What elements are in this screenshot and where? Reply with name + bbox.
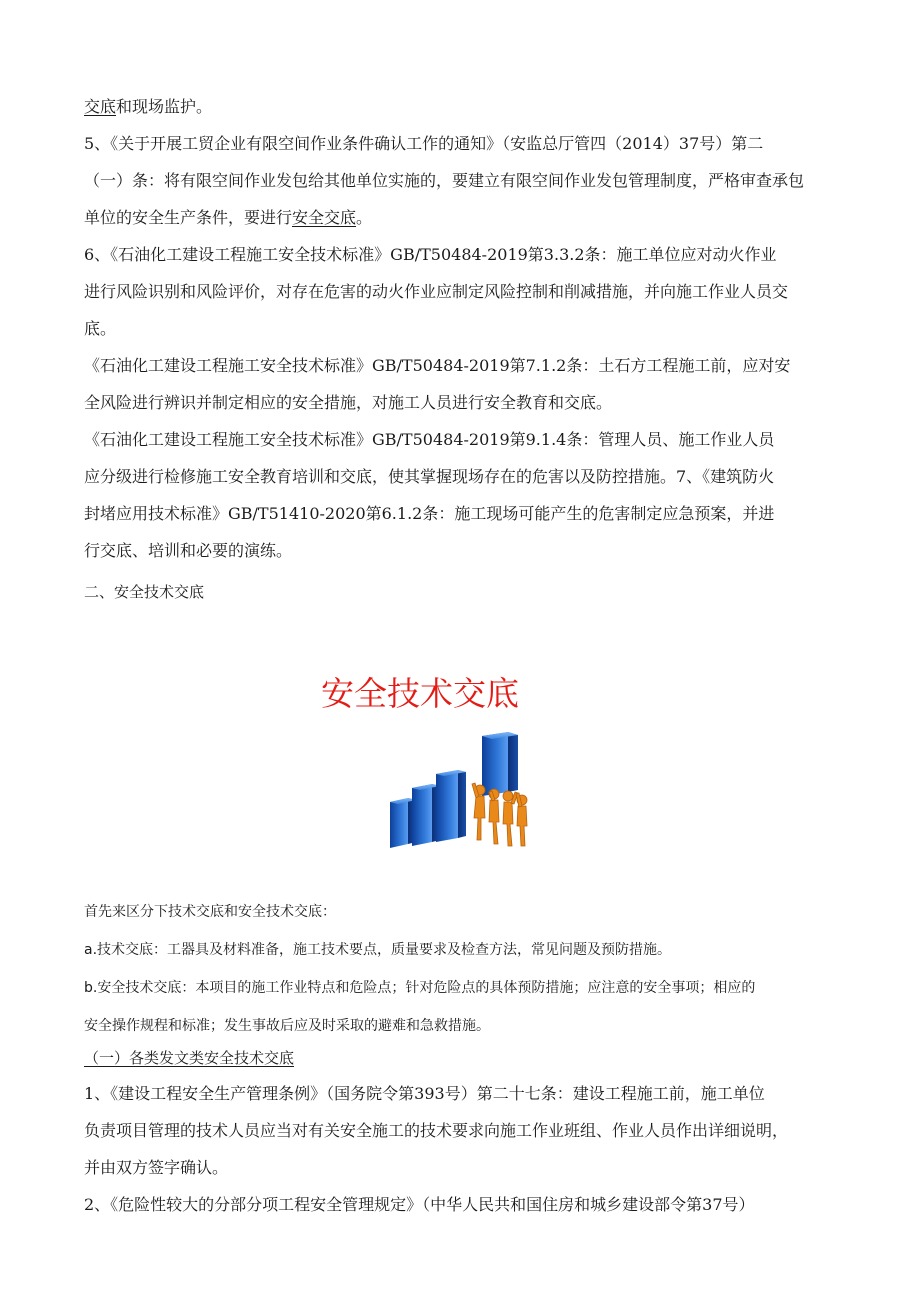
- figure-title: 安全技术交底: [321, 674, 519, 713]
- text-block-bottom: [84, 1075, 836, 1223]
- text-line: 《石油化工建设工程施工安全技术标准》GB/T50484-2019第7.1.2条：土石方工程施工前，应对安: [84, 356, 791, 375]
- text-line-start: 单位的安全生产条件，要进行: [84, 208, 293, 227]
- text-line-rest: 和现场监护。: [116, 97, 213, 116]
- text-line: 底。: [84, 319, 117, 338]
- item-a: a.技术交底：工器具及材料准备，施工技术要点，质量要求及检查方法，常见问题及预防措施。: [84, 942, 672, 958]
- text-block-middle: [84, 893, 836, 1045]
- item-b-line-1: b.安全技术交底：本项目的施工作业特点和危险点；针对危险点的具体预防措施；应注意的安全事项；相应的: [84, 980, 756, 996]
- text-line: 行交底、培训和必要的演练。: [84, 541, 293, 560]
- text-line: 应分级进行检修施工安全教育培训和交底，使其掌握现场存在的危害以及防控措施。7、《建筑防火: [84, 467, 775, 486]
- text-line: 全风险进行辨识并制定相应的安全措施，对施工人员进行安全教育和交底。: [84, 393, 613, 412]
- text-line: [84, 88, 836, 125]
- text-line: 1、《建设工程安全生产管理条例》（国务院令第393号）第二十七条：建设工程施工前，施工单位: [84, 1084, 765, 1103]
- text-line: 负责项目管理的技术人员应当对有关安全施工的技术要求向施工作业班组、作业人员作出详细说明，: [84, 1121, 789, 1140]
- sub-heading-wrap: [84, 1040, 836, 1077]
- underlined-term: 交底: [84, 97, 117, 116]
- figure: [300, 668, 540, 858]
- sub-heading-block: [84, 1040, 836, 1077]
- sub-heading: （一）各类发文类安全技术交底: [84, 1049, 295, 1067]
- text-block-top: [84, 88, 836, 569]
- text-line: 《石油化工建设工程施工安全技术标准》GB/T50484-2019第9.1.4条：管理人员、施工作业人员: [84, 430, 775, 449]
- text-line: （一）条：将有限空间作业发包给其他单位实施的，要建立有限空间作业发包管理制度，严格审查承包: [84, 171, 805, 190]
- paragraph: [84, 1075, 836, 1223]
- text-line: 进行风险识别和风险评价，对存在危害的动火作业应制定风险控制和削减措施，并向施工作业人员交: [84, 282, 789, 301]
- text-line: 并由双方签字确认。: [84, 1158, 229, 1177]
- text-line: 2、《危险性较大的分部分项工程安全管理规定》（中华人民共和国住房和城乡建设部令第37号）: [84, 1195, 755, 1214]
- item-b-line-2: 安全操作规程和标准；发生事故后应及时采取的避难和急救措施。: [84, 1018, 490, 1034]
- text-line: 封堵应用技术标准》GB/T51410-2020第6.1.2条：施工现场可能产生的危害制定应急预案，并进: [84, 504, 775, 523]
- text-line: [84, 199, 836, 236]
- underlined-term: 安全交底: [292, 208, 357, 227]
- bar-chart-with-people-lifting-icon: [388, 722, 533, 852]
- paragraph: [84, 88, 836, 569]
- intro-line: 首先来区分下技术交底和安全技术交底：: [84, 904, 336, 920]
- bar-group: [390, 732, 518, 848]
- section-heading-block: [84, 574, 836, 611]
- text-line: 6、《石油化工建设工程施工安全技术标准》GB/T50484-2019第3.3.2条：施工单位应对动火作业: [84, 245, 777, 264]
- text-line: 5、《关于开展工贸企业有限空间作业条件确认工作的通知》（安监总厅管四（2014）37号）第二: [84, 134, 764, 153]
- punctuation: 。: [356, 208, 373, 227]
- section-heading: 二、安全技术交底: [84, 583, 205, 601]
